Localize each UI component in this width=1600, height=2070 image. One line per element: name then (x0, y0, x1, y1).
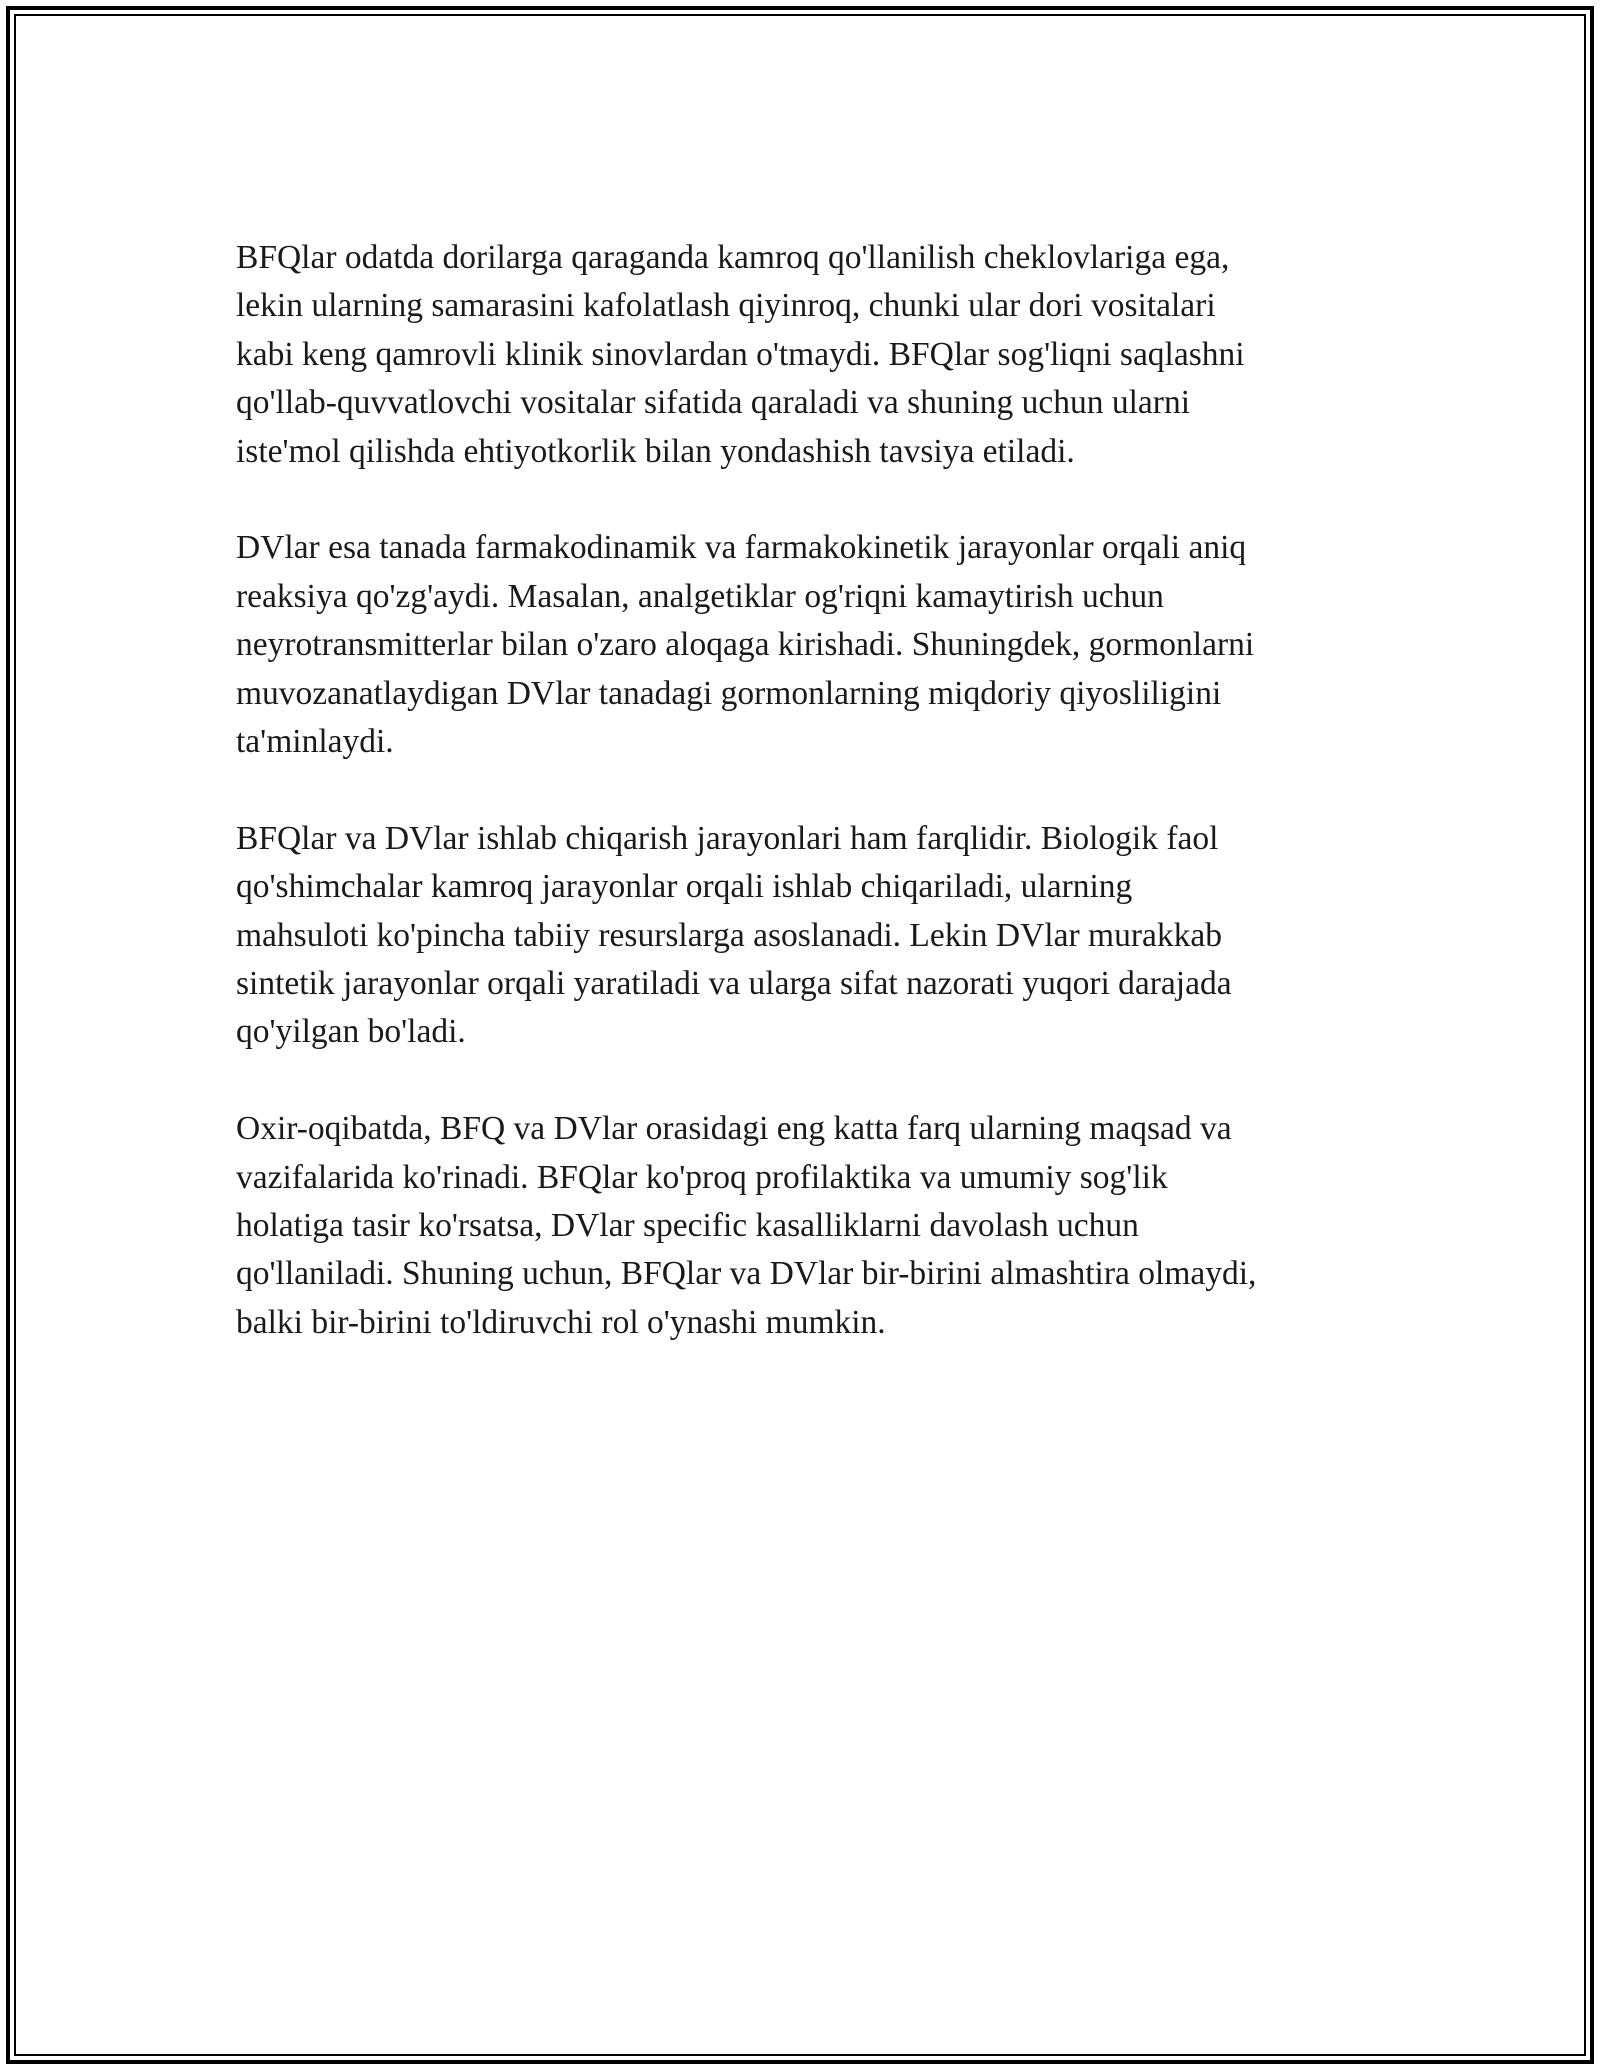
text-line: holatiga tasir ko'rsatsa, DVlar specific kasalliklarni davolash uchun (236, 1207, 1139, 1245)
paragraph-1 (236, 234, 1376, 476)
paragraph-3 (236, 815, 1376, 1057)
text-line: kabi keng qamrovli klinik sinovlardan o'tmaydi. BFQlar sog'liqni saqlashni (236, 335, 1245, 373)
text-line: balki bir-birini to'ldiruvchi rol o'ynashi mumkin. (236, 1303, 886, 1341)
text-line: qo'shimchalar kamroq jarayonlar orqali ishlab chiqariladi, ularning (236, 868, 1133, 906)
paragraph-2 (236, 524, 1376, 766)
text-line: Oxir-oqibatda, BFQ va DVlar orasidagi eng katta farq ularning maqsad va (236, 1110, 1232, 1148)
text-line: iste'mol qilishda ehtiyotkorlik bilan yondashish tavsiya etiladi. (236, 432, 1075, 470)
text-line: sintetik jarayonlar orqali yaratiladi va ularga sifat nazorati yuqori darajada (236, 965, 1232, 1003)
text-line: muvozanatlaydigan DVlar tanadagi gormonlarning miqdoriy qiyosliligini (236, 674, 1222, 712)
text-line: reaksiya qo'zg'aydi. Masalan, analgetiklar og'riqni kamaytirish uchun (236, 577, 1164, 615)
text-line: mahsuloti ko'pincha tabiiy resurslarga asoslanadi. Lekin DVlar murakkab (236, 916, 1222, 954)
text-line: qo'llab-quvvatlovchi vositalar sifatida qaraladi va shuning uchun ularni (236, 384, 1191, 422)
text-line: qo'yilgan bo'ladi. (236, 1013, 466, 1051)
text-line: DVlar esa tanada farmakodinamik va farmakokinetik jarayonlar orqali aniq (236, 529, 1247, 567)
document-body (236, 234, 1376, 1396)
text-line: qo'llaniladi. Shuning uchun, BFQlar va DVlar bir-birini almashtira olmaydi, (236, 1255, 1257, 1293)
paragraph-4 (236, 1105, 1376, 1347)
text-line: ta'minlaydi. (236, 723, 394, 761)
text-line: BFQlar odatda dorilarga qaraganda kamroq qo'llanilish cheklovlariga ega, (236, 239, 1230, 276)
text-line: BFQlar va DVlar ishlab chiqarish jarayonlari ham farqlidir. Biologik faol (236, 819, 1219, 857)
text-line: vazifalarida ko'rinadi. BFQlar ko'proq profilaktika va umumiy sog'lik (236, 1158, 1168, 1196)
text-line: neyrotransmitterlar bilan o'zaro aloqaga kirishadi. Shuningdek, gormonlarni (236, 626, 1255, 664)
text-line: lekin ularning samarasini kafolatlash qiyinroq, chunki ular dori vositalari (236, 287, 1216, 325)
